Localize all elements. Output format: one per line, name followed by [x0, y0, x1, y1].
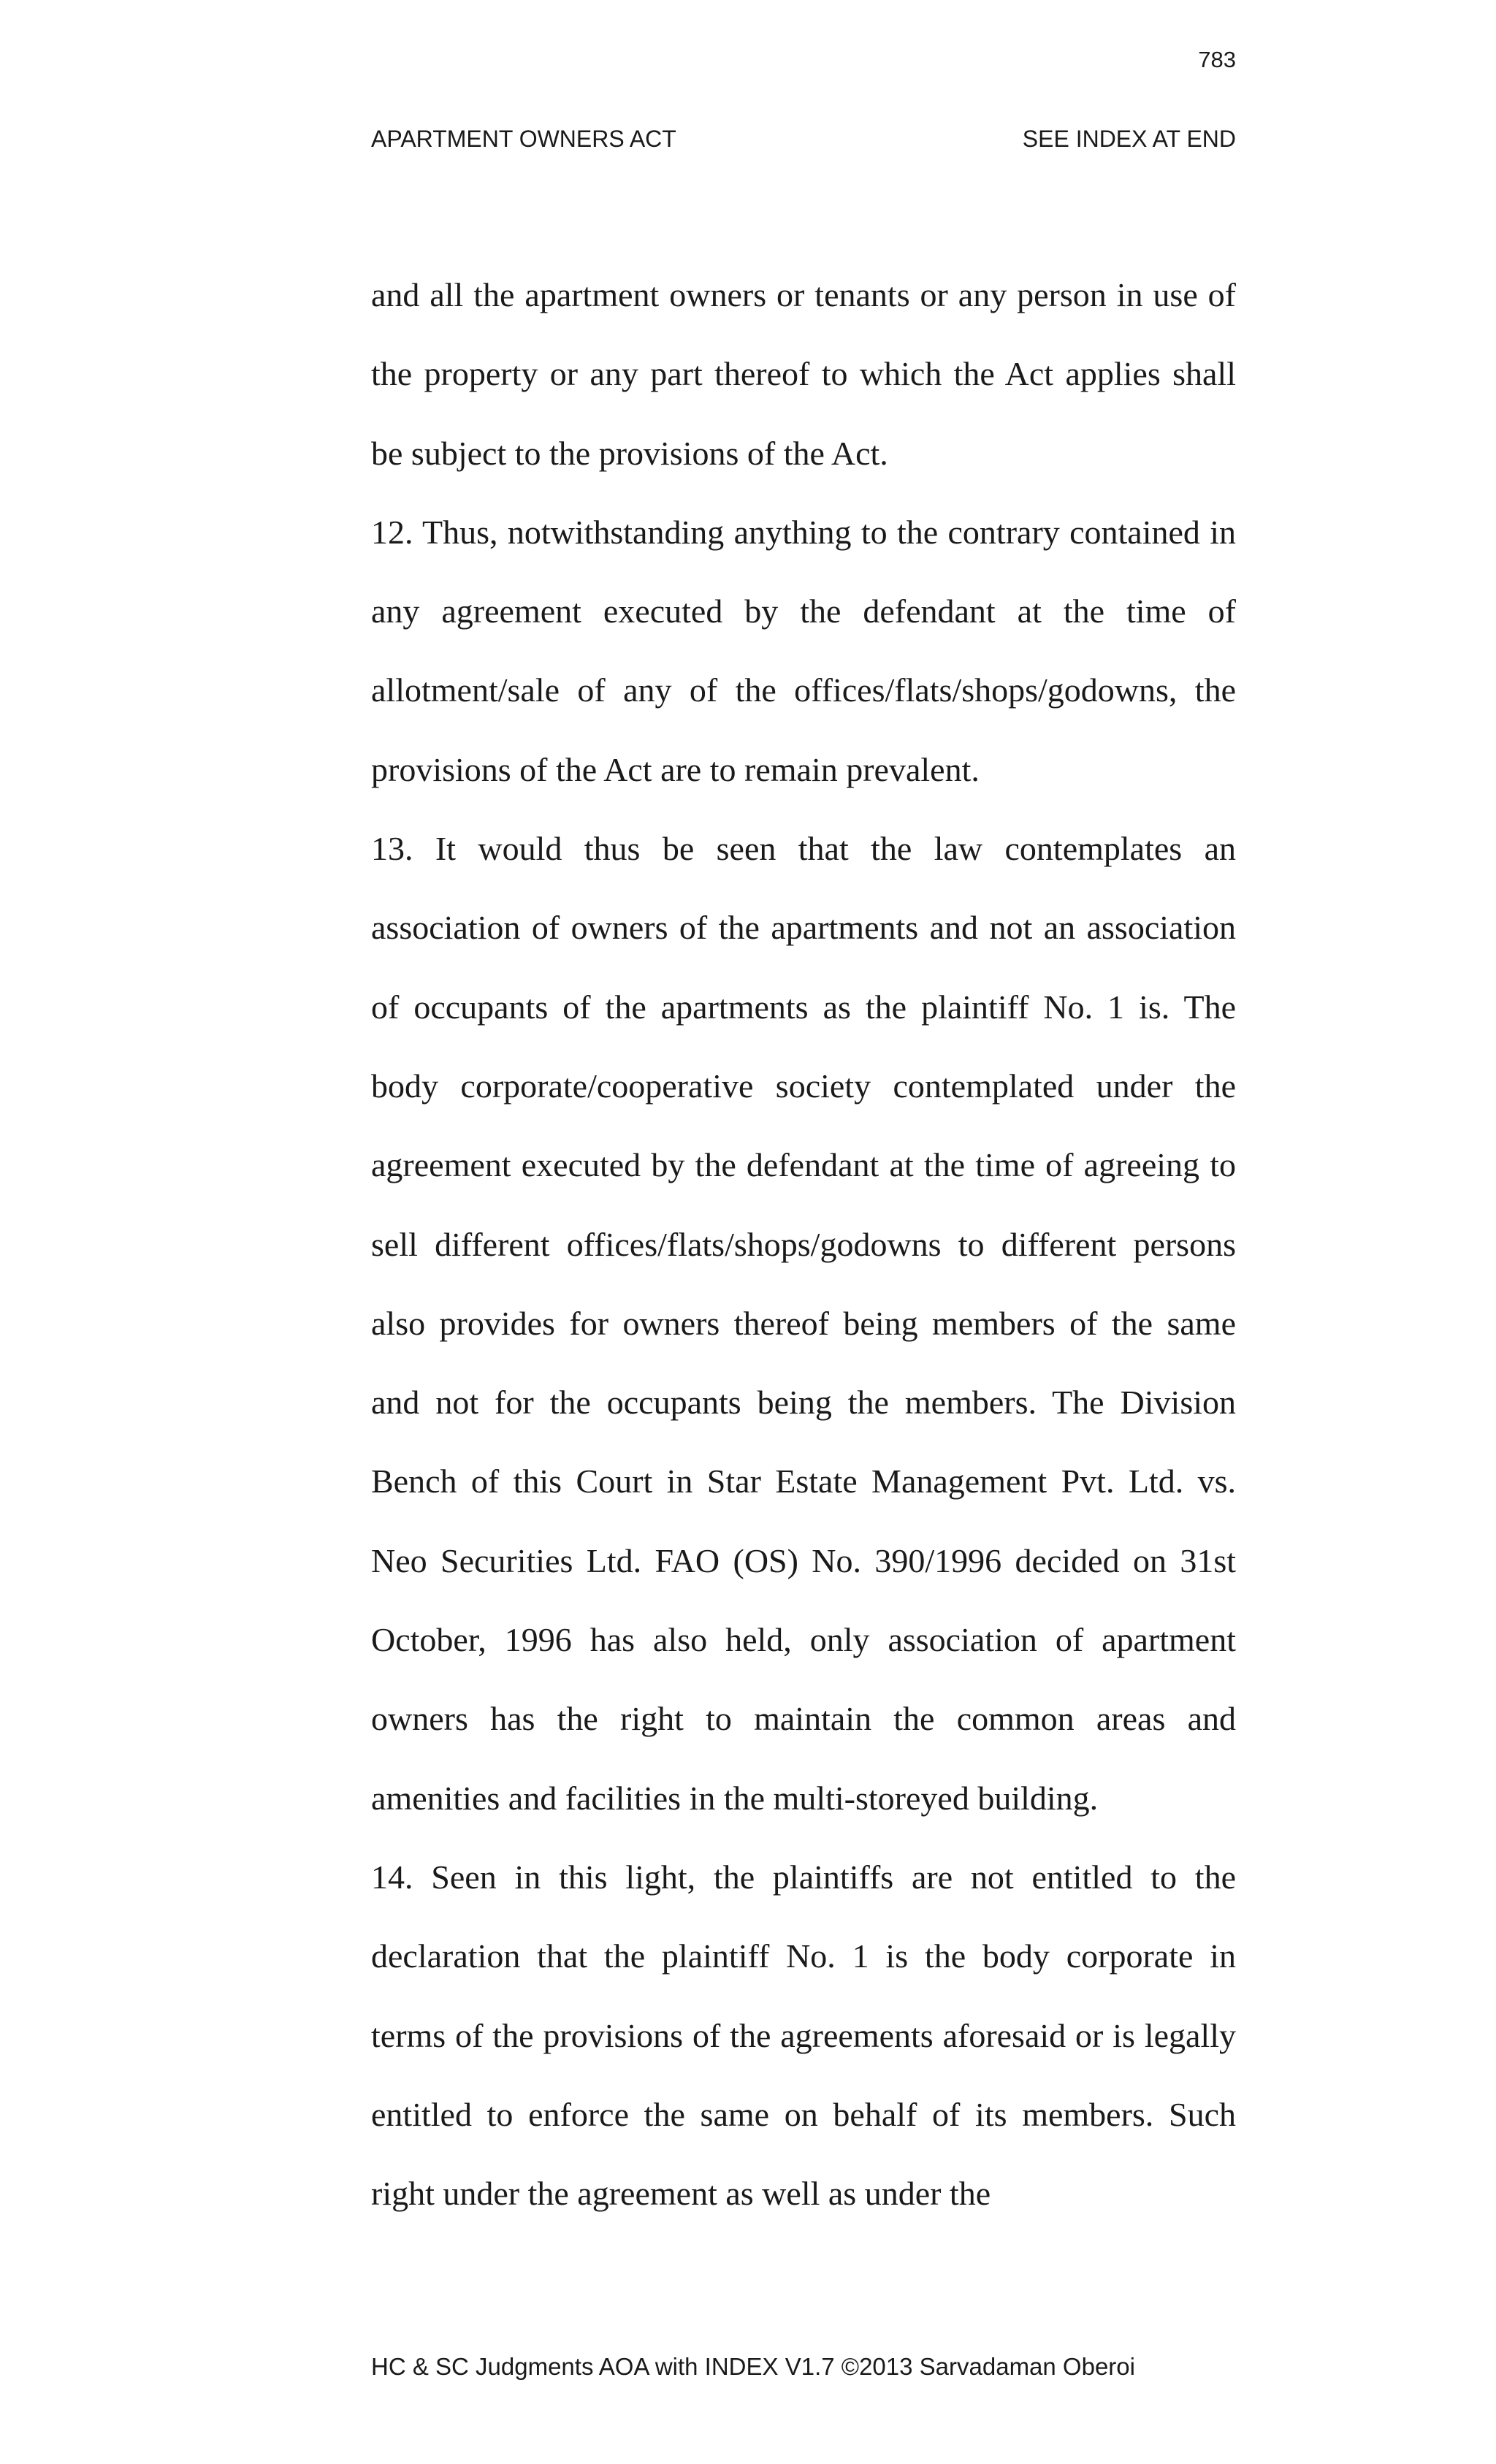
header-index-note: SEE INDEX AT END — [1022, 125, 1236, 152]
paragraph-continuation: and all the apartment owners or tenants or any person in use of the property or any part thereof to which the Act applies shall be subject to the provisions of the Act. — [371, 276, 1236, 472]
paragraph-13: 13. It would thus be seen that the law contemplates an association of owners of the apartments and not an association of occupants of the apartments as the plaintiff No. 1 is. The body corporate/cooperative society contemplated under the agreement executed by the defendant at the time of agreeing to sell different offices/flats/shops/godowns to different persons also provides for owners thereof being members of the same and not for the occupants being the members. The Division Bench of this Court in Star Estate Management Pvt. Ltd. vs. Neo Securities Ltd. FAO (OS) No. 390/1996 decided on 31st October, 1996 has also held, only association of apartment owners has the right to maintain the common areas and amenities and facilities in the multi-storeyed building. — [371, 830, 1236, 1817]
header-title: APARTMENT OWNERS ACT — [371, 125, 676, 152]
document-body — [371, 256, 1236, 2233]
page-footer: HC & SC Judgments AOA with INDEX V1.7 ©2013 Sarvadaman Oberoi — [371, 2353, 1135, 2380]
paragraph-14: 14. Seen in this light, the plaintiffs are not entitled to the declaration that the plaintiff No. 1 is the body corporate in terms of the provisions of the agreements aforesaid or is legally entitled to enforce the same on behalf of its members. Such right under the agreement as well as under the — [371, 1858, 1236, 2213]
page-number: 783 — [1198, 47, 1236, 72]
paragraph-12: 12. Thus, notwithstanding anything to the contrary contained in any agreement executed by the defendant at the time of allotment/sale of any of the offices/flats/shops/godowns, the provisions of the Act are to remain prevalent. — [371, 513, 1236, 788]
running-header — [371, 123, 1236, 155]
